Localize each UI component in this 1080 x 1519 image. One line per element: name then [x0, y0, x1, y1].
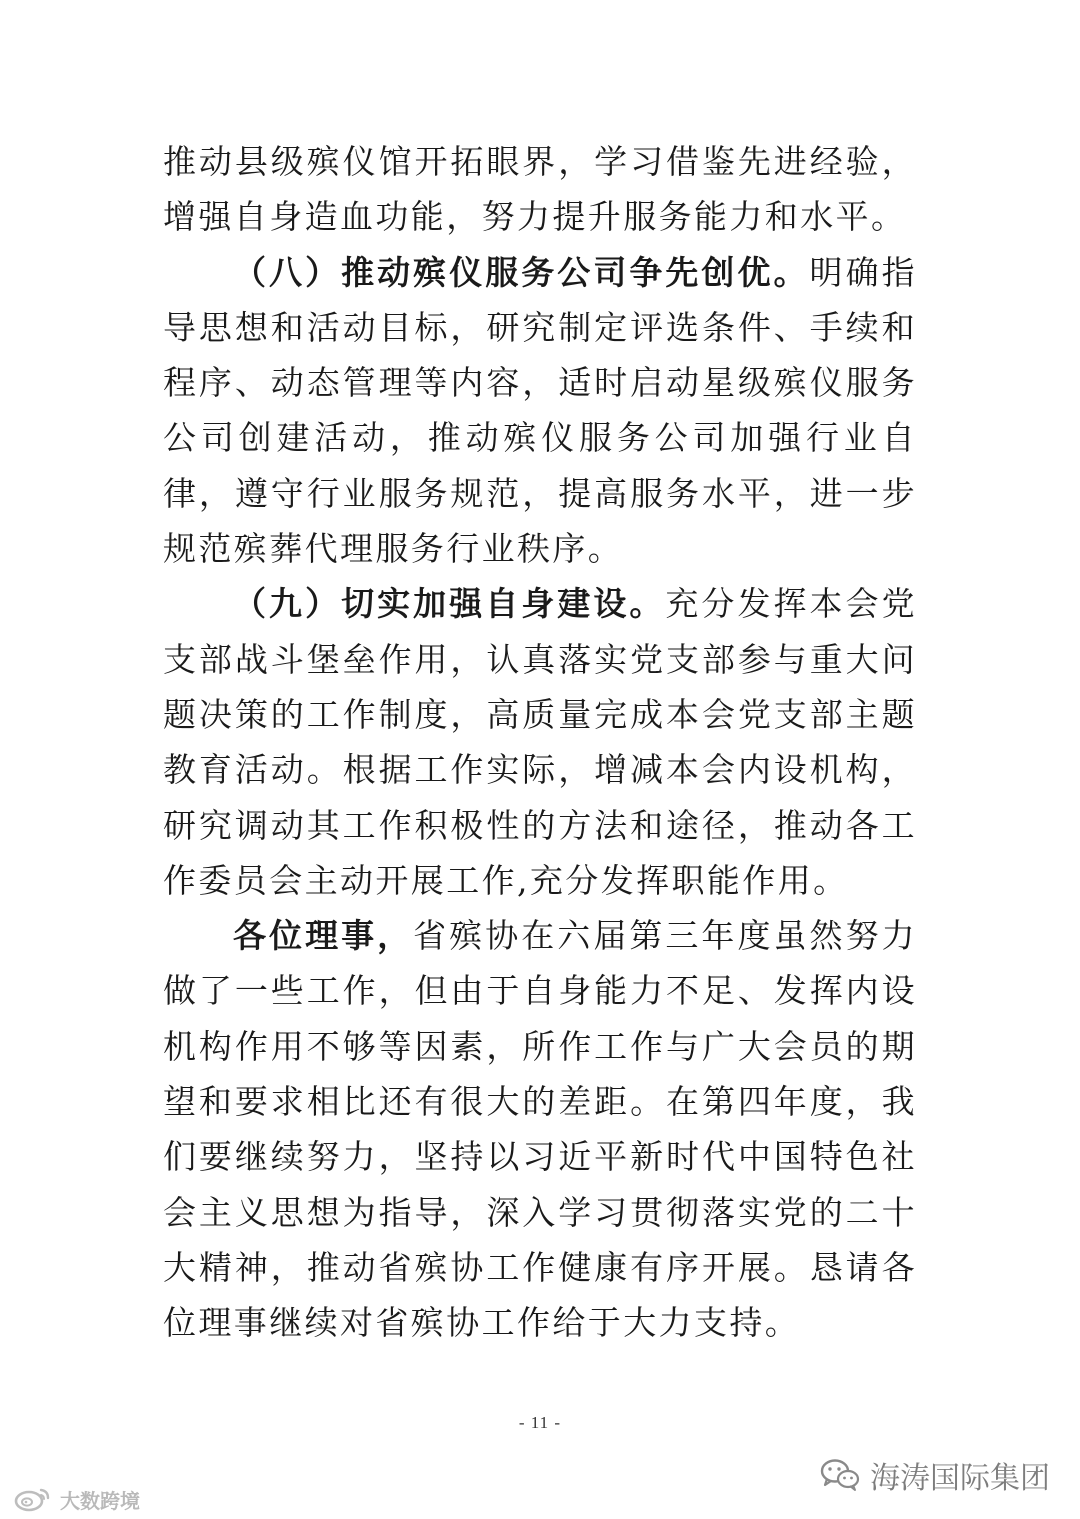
paragraph-3-heading: （九）切实加强自身建设。 — [233, 584, 666, 624]
paragraph-3 — [163, 576, 917, 908]
paragraph-3-text: 充分发挥本会党支部战斗堡垒作用，认真落实党支部参与重大问题决策的工作制度，高质量完成本会党支部主题教育活动。根据工作实际，增减本会内设机构，研究调动其工作积极性的方法和途径，推动各工作委员会主动开展工作,充分发挥职能作用。 — [163, 584, 917, 900]
paragraph-2-heading: （八）推动殡仪服务公司争先创优。 — [233, 252, 810, 292]
paragraph-4-text: 省殡协在六届第三年度虽然努力做了一些工作，但由于自身能力不足、发挥内设机构作用不够等因素，所作工作与广大会员的期望和要求相比还有很大的差距。在第四年度，我们要继续努力，坚持以习近平新时代中国特色社会主义思想为指导，深入学习贯彻落实党的二十大精神，推动省殡协工作健康有序开展。恳请各位理事继续对省殡协工作给于大力支持。 — [163, 916, 917, 1343]
page-number: - 11 - — [518, 1413, 562, 1432]
paragraph-2-text: 明确指导思想和活动目标，研究制定评选条件、手续和程序、动态管理等内容，适时启动星级殡仪服务公司创建活动，推动殡仪服务公司加强行业自律，遵守行业服务规范，提高服务水平，进一步规范殡葬代理服务行业秩序。 — [163, 252, 917, 569]
watermark-left — [14, 1484, 140, 1514]
paragraph-4 — [163, 908, 917, 1350]
document-body — [163, 134, 917, 1351]
weibo-icon — [14, 1486, 54, 1512]
watermark-right-text: 海涛国际集团 — [870, 1461, 1050, 1496]
paragraph-1-text: 推动县级殡仪馆开拓眼界，学习借鉴先进经验，增强自身造血功能，努力提升服务能力和水平。 — [163, 142, 917, 237]
watermark-right — [820, 1450, 1050, 1500]
paragraph-2 — [163, 245, 917, 577]
paragraph-1 — [163, 134, 917, 245]
watermark-left-text: 大数跨境 — [60, 1488, 140, 1513]
wechat-icon — [820, 1458, 860, 1492]
paragraph-4-heading: 各位理事， — [233, 916, 414, 956]
